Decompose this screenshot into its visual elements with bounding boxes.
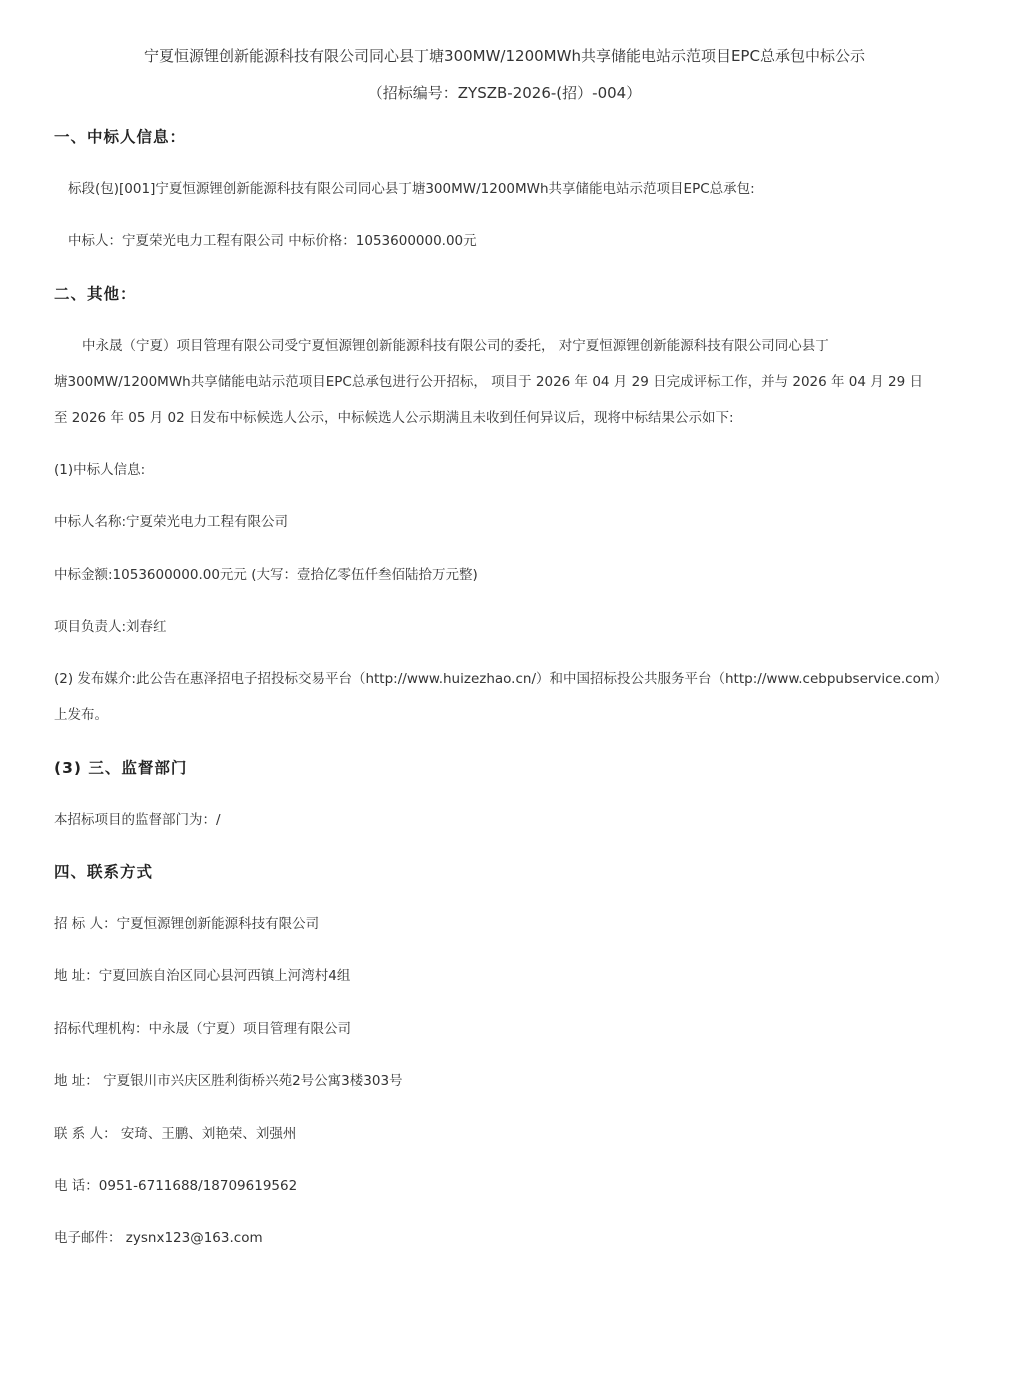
media-line-1: (2) 发布媒介:此公告在惠泽招电子招投标交易平台（http://www.huizezhao.cn/）和中国招标投公共服务平台（http://www.cebpubservice.com） [54,671,948,687]
media-line-2: 上发布。 [54,707,108,723]
project-lead: 项目负责人:刘春红 [54,619,167,635]
item1-heading: (1)中标人信息: [54,462,146,478]
section2-heading: 二、其他： [54,285,137,303]
winner-price-line: 中标人：宁夏荣光电力工程有限公司 中标价格：1053600000.00元 [68,233,477,249]
section3-prefix: (3) [54,759,82,777]
page-title: 宁夏恒源锂创新能源科技有限公司同心县丁塘300MW/1200MWh共享储能电站示范项目EPC总承包中标公示 [144,47,865,65]
supervision-text: 本招标项目的监督部门为：/ [54,812,221,828]
section3-heading [54,757,187,779]
section4-heading: 四、联系方式 [54,863,154,881]
winner-name: 中标人名称:宁夏荣光电力工程有限公司 [54,514,289,530]
email: 电子邮件： zysnx123@163.com [54,1230,263,1246]
paragraph-line-3: 至 2026 年 05 月 02 日发布中标候选人公示，中标候选人公示期满且未收到任何异议后，现将中标结果公示如下: [54,410,734,426]
contacts: 联 系 人： 安琦、王鹏、刘艳荣、刘强州 [54,1126,297,1142]
tenderer: 招 标 人：宁夏恒源锂创新能源科技有限公司 [54,916,320,932]
tender-number: （招标编号：ZYSZB-2026-(招）-004） [367,84,642,102]
section3-title: 三、监督部门 [81,759,188,777]
paragraph-line-2: 塘300MW/1200MWh共享储能电站示范项目EPC总承包进行公开招标， 项目于 2026 年 04 月 29 日完成评标工作，并与 2026 年 04 月 29 日 [54,374,924,390]
agency: 招标代理机构：中永晟（宁夏）项目管理有限公司 [54,1021,351,1037]
phone: 电 话：0951-6711688/18709619562 [54,1178,298,1194]
lot-info: 标段(包)[001]宁夏恒源锂创新能源科技有限公司同心县丁塘300MW/1200MWh共享储能电站示范项目EPC总承包: [68,181,755,197]
agency-address: 地 址： 宁夏银川市兴庆区胜利街桥兴苑2号公寓3楼303号 [54,1073,403,1089]
tenderer-address: 地 址：宁夏回族自治区同心县河西镇上河湾村4组 [54,968,351,984]
section1-heading: 一、中标人信息： [54,128,187,146]
winner-amount: 中标金额:1053600000.00元元 (大写：壹拾亿零伍仟叁佰陆拾万元整) [54,567,478,583]
paragraph-line-1: 中永晟（宁夏）项目管理有限公司受宁夏恒源锂创新能源科技有限公司的委托， 对宁夏恒源锂创新能源科技有限公司同心县丁 [82,338,829,354]
